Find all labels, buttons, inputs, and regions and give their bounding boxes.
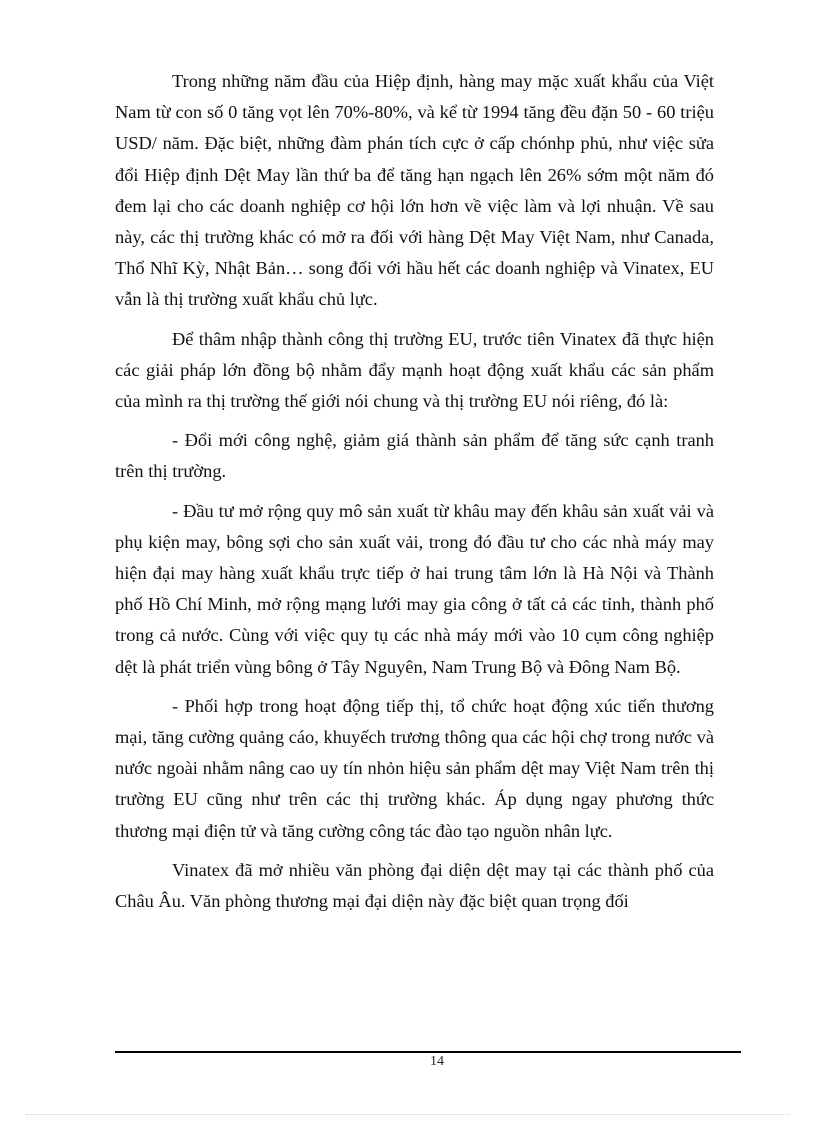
footer-divider (115, 1051, 741, 1053)
page-bottom-edge (26, 1114, 790, 1115)
paragraph-agreement-exports: Trong những năm đầu của Hiệp định, hàng may mặc xuất khẩu của Việt Nam từ con số 0 tăng vọt lên 70%-80%, và kể từ 1994 tăng đều đặn 50 - 60 triệu USD/ năm. Đặc biệt, những đàm phán tích cực ở cấp chónhp phủ, như việc sửa đổi Hiệp định Dệt May lần thứ ba để tăng hạn ngạch lên 26% sớm một năm đó đem lại cho các doanh nghiệp cơ hội lớn hơn về việc làm và lợi nhuận. Về sau này, các thị trường khác có mở ra đối với hàng Dệt May Việt Nam, như Canada, Thổ Nhĩ Kỳ, Nhật Bản… song đối với hầu hết các doanh nghiệp và Vinatex, EU vẫn là thị trường xuất khẩu chủ lực. (115, 71, 714, 310)
paragraph-marketing-cooperation: - Phối hợp trong hoạt động tiếp thị, tổ chức hoạt động xúc tiến thương mại, tăng cường quảng cáo, khuyếch trương thông qua các hội chợ trong nước và nước ngoài nhằm nâng cao uy tín nhỏn hiệu sản phẩm dệt may Việt Nam trên thị trường EU cũng như trên các thị trường khác. Áp dụng ngay phương thức thương mại điện tử và tăng cường công tác đào tạo nguồn nhân lực. (115, 695, 714, 841)
body-text (115, 66, 714, 925)
page-number: 14 (430, 1054, 444, 1069)
paragraph-representative-offices: Vinatex đã mở nhiều văn phòng đại diện dệt may tại các thành phố của Châu Âu. Văn phòng thương mại đại diện này đặc biệt quan trọng đối (115, 859, 714, 912)
paragraph-eu-market-entry: Để thâm nhập thành công thị trường EU, trước tiên Vinatex đã thực hiện các giải pháp lớn đồng bộ nhằm đẩy mạnh hoạt động xuất khẩu các sản phẩm của mình ra thị trường thế giới nói chung và thị trường EU nói riêng, đó là: (115, 328, 714, 412)
paragraph-technology-renewal: - Đổi mới công nghệ, giảm giá thành sản phẩm để tăng sức cạnh tranh trên thị trường. (115, 430, 714, 482)
paragraph-production-expansion: - Đầu tư mở rộng quy mô sản xuất từ khâu may đến khâu sản xuất vải và phụ kiện may, bông sợi cho sản xuất vải, trong đó đầu tư cho các nhà máy may hiện đại may hàng xuất khẩu trực tiếp ở hai trung tâm lớn là Hà Nội và Thành phố Hồ Chí Minh, mở rộng mạng lưới may gia công ở tất cả các tỉnh, thành phố trong cả nước. Cùng với việc quy tụ các nhà máy mới vào 10 cụm công nghiệp dệt là phát triển vùng bông ở Tây Nguyên, Nam Trung Bộ và Đông Nam Bộ. (115, 500, 714, 677)
